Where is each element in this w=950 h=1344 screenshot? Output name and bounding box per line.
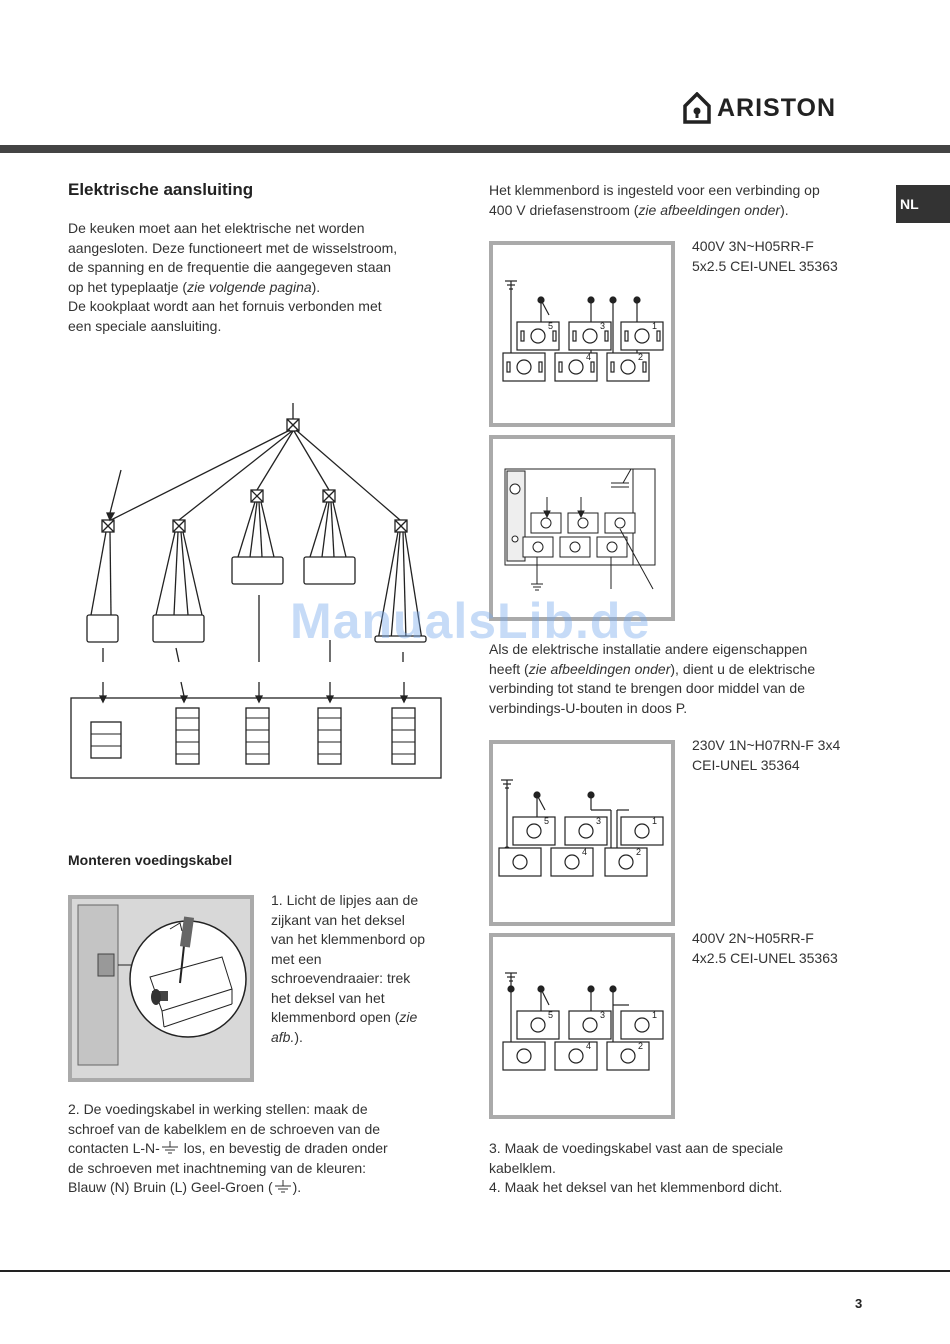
text-line: schroef van de kabelklem en de schroeven van de — [68, 1120, 381, 1137]
terminal-number: 3 — [600, 321, 606, 331]
text-line: 400V 2N~H05RR-F — [692, 930, 814, 946]
terminal-number: 4 — [582, 847, 588, 857]
text-line: Het klemmenbord is ingesteld voor een verbinding op — [489, 182, 820, 198]
spec-3n — [692, 237, 838, 276]
terminal-board-svg — [493, 245, 671, 423]
terminal-box-svg — [493, 439, 671, 617]
text-line: de spanning en de frequentie die aangegeven staan — [68, 259, 392, 275]
terminal-diagram-3n — [489, 241, 675, 427]
terminal-number: 1 — [652, 816, 658, 826]
terminal-diagram-1n — [489, 740, 675, 926]
terminal-board-svg — [493, 937, 671, 1115]
terminal-number: 1 — [652, 1010, 658, 1020]
text-line: klemmenbord open (zie — [271, 1009, 418, 1025]
terminal-number: 1 — [652, 321, 658, 331]
text-line: van het klemmenbord op — [271, 931, 426, 947]
text-line: 5x2.5 CEI-UNEL 35363 — [692, 257, 838, 274]
text-line: 4. Maak het deksel van het klemmenbord dicht. — [489, 1179, 783, 1195]
text-line: CEI-UNEL 35364 — [692, 756, 800, 773]
ground-symbol-icon — [160, 1141, 180, 1155]
brand-logo — [683, 92, 836, 124]
text-line: 2. De voedingskabel in werking stellen: maak de — [68, 1101, 368, 1117]
terminal-number: 3 — [596, 816, 602, 826]
section-heading: Elektrische aansluiting — [68, 180, 254, 199]
text-line: de schroeven met inachtneming van de kleuren: — [68, 1159, 367, 1176]
spec-1n — [692, 736, 840, 775]
screwdriver-illustration — [72, 899, 250, 1078]
step1-text — [271, 891, 451, 1047]
terminal-number: 2 — [638, 1041, 644, 1051]
footer-rule — [0, 1270, 950, 1272]
text-line: 230V 1N~H07RN-F 3x4 — [692, 737, 841, 753]
text-line: De keuken moet aan het elektrische net worden — [68, 220, 365, 236]
terminal-number: 4 — [586, 1041, 592, 1051]
text-line: 4x2.5 CEI-UNEL 35363 — [692, 949, 838, 966]
text-line: het deksel van het — [271, 989, 385, 1006]
header-bar — [0, 145, 950, 153]
terminal-board-svg — [493, 744, 671, 922]
terminal-diagram-2n — [489, 933, 675, 1119]
text-line: 400 V driefasenstroom (zie afbeeldingen onder). — [489, 201, 789, 218]
text-line: op het typeplaatje (zie volgende pagina). — [68, 278, 321, 295]
terminal-number: 2 — [636, 847, 642, 857]
house-logo-icon — [683, 92, 711, 124]
terminal-number: 5 — [548, 321, 554, 331]
terminal-number: 5 — [544, 816, 550, 826]
step1-illustration — [68, 895, 254, 1082]
text-line: afb.). — [271, 1028, 303, 1045]
text-line: aangesloten. Deze functioneert met de wisselstroom, — [68, 239, 398, 256]
text-line: Als de elektrische installatie andere eigenschappen — [489, 641, 808, 657]
terminal-number: 3 — [600, 1010, 606, 1020]
text-line: 1. Licht de lipjes aan de — [271, 892, 419, 908]
spec-2n — [692, 929, 838, 968]
terminal-number: 4 — [586, 352, 592, 362]
text-line: heeft (zie afbeeldingen onder), dient u de elektrische — [489, 660, 816, 677]
text-line: zijkant van het deksel — [271, 911, 405, 928]
text-line: contacten L-N- los, en bevestig de draden onder — [68, 1140, 388, 1156]
text-line: Blauw (N) Bruin (L) Geel-Groen ( ). — [68, 1179, 302, 1195]
subheading: Monteren voedingskabel — [68, 852, 233, 868]
terminal-number: 5 — [548, 1010, 554, 1020]
text-line: kabelklem. — [489, 1159, 556, 1176]
text-line: De kookplaat wordt aan het fornuis verbonden met — [68, 298, 382, 314]
page-number: 3 — [855, 1296, 863, 1311]
terminal-number: 2 — [638, 352, 644, 362]
brand-name: ARISTON — [717, 93, 837, 122]
watermark: ManualsLib.de — [290, 593, 651, 649]
text-line: een speciale aansluiting. — [68, 317, 222, 334]
ground-symbol-icon — [273, 1180, 293, 1194]
text-line: 400V 3N~H05RR-F — [692, 238, 814, 254]
right-intro — [489, 181, 889, 220]
text-line: met een — [271, 950, 322, 967]
text-line: 3. Maak de voedingskabel vast aan de speciale — [489, 1140, 784, 1156]
steps-3-4 — [489, 1139, 889, 1198]
text-line: schroevendraaier: trek — [271, 970, 411, 986]
intro-paragraph — [68, 219, 468, 336]
step2-text — [68, 1100, 488, 1198]
text-line: verbindings-U-bouten in doos P. — [489, 699, 688, 716]
text-line: verbinding tot stand te brengen door middel van de — [489, 680, 805, 696]
language-tab: NL — [896, 185, 950, 223]
middle-paragraph — [489, 640, 889, 718]
